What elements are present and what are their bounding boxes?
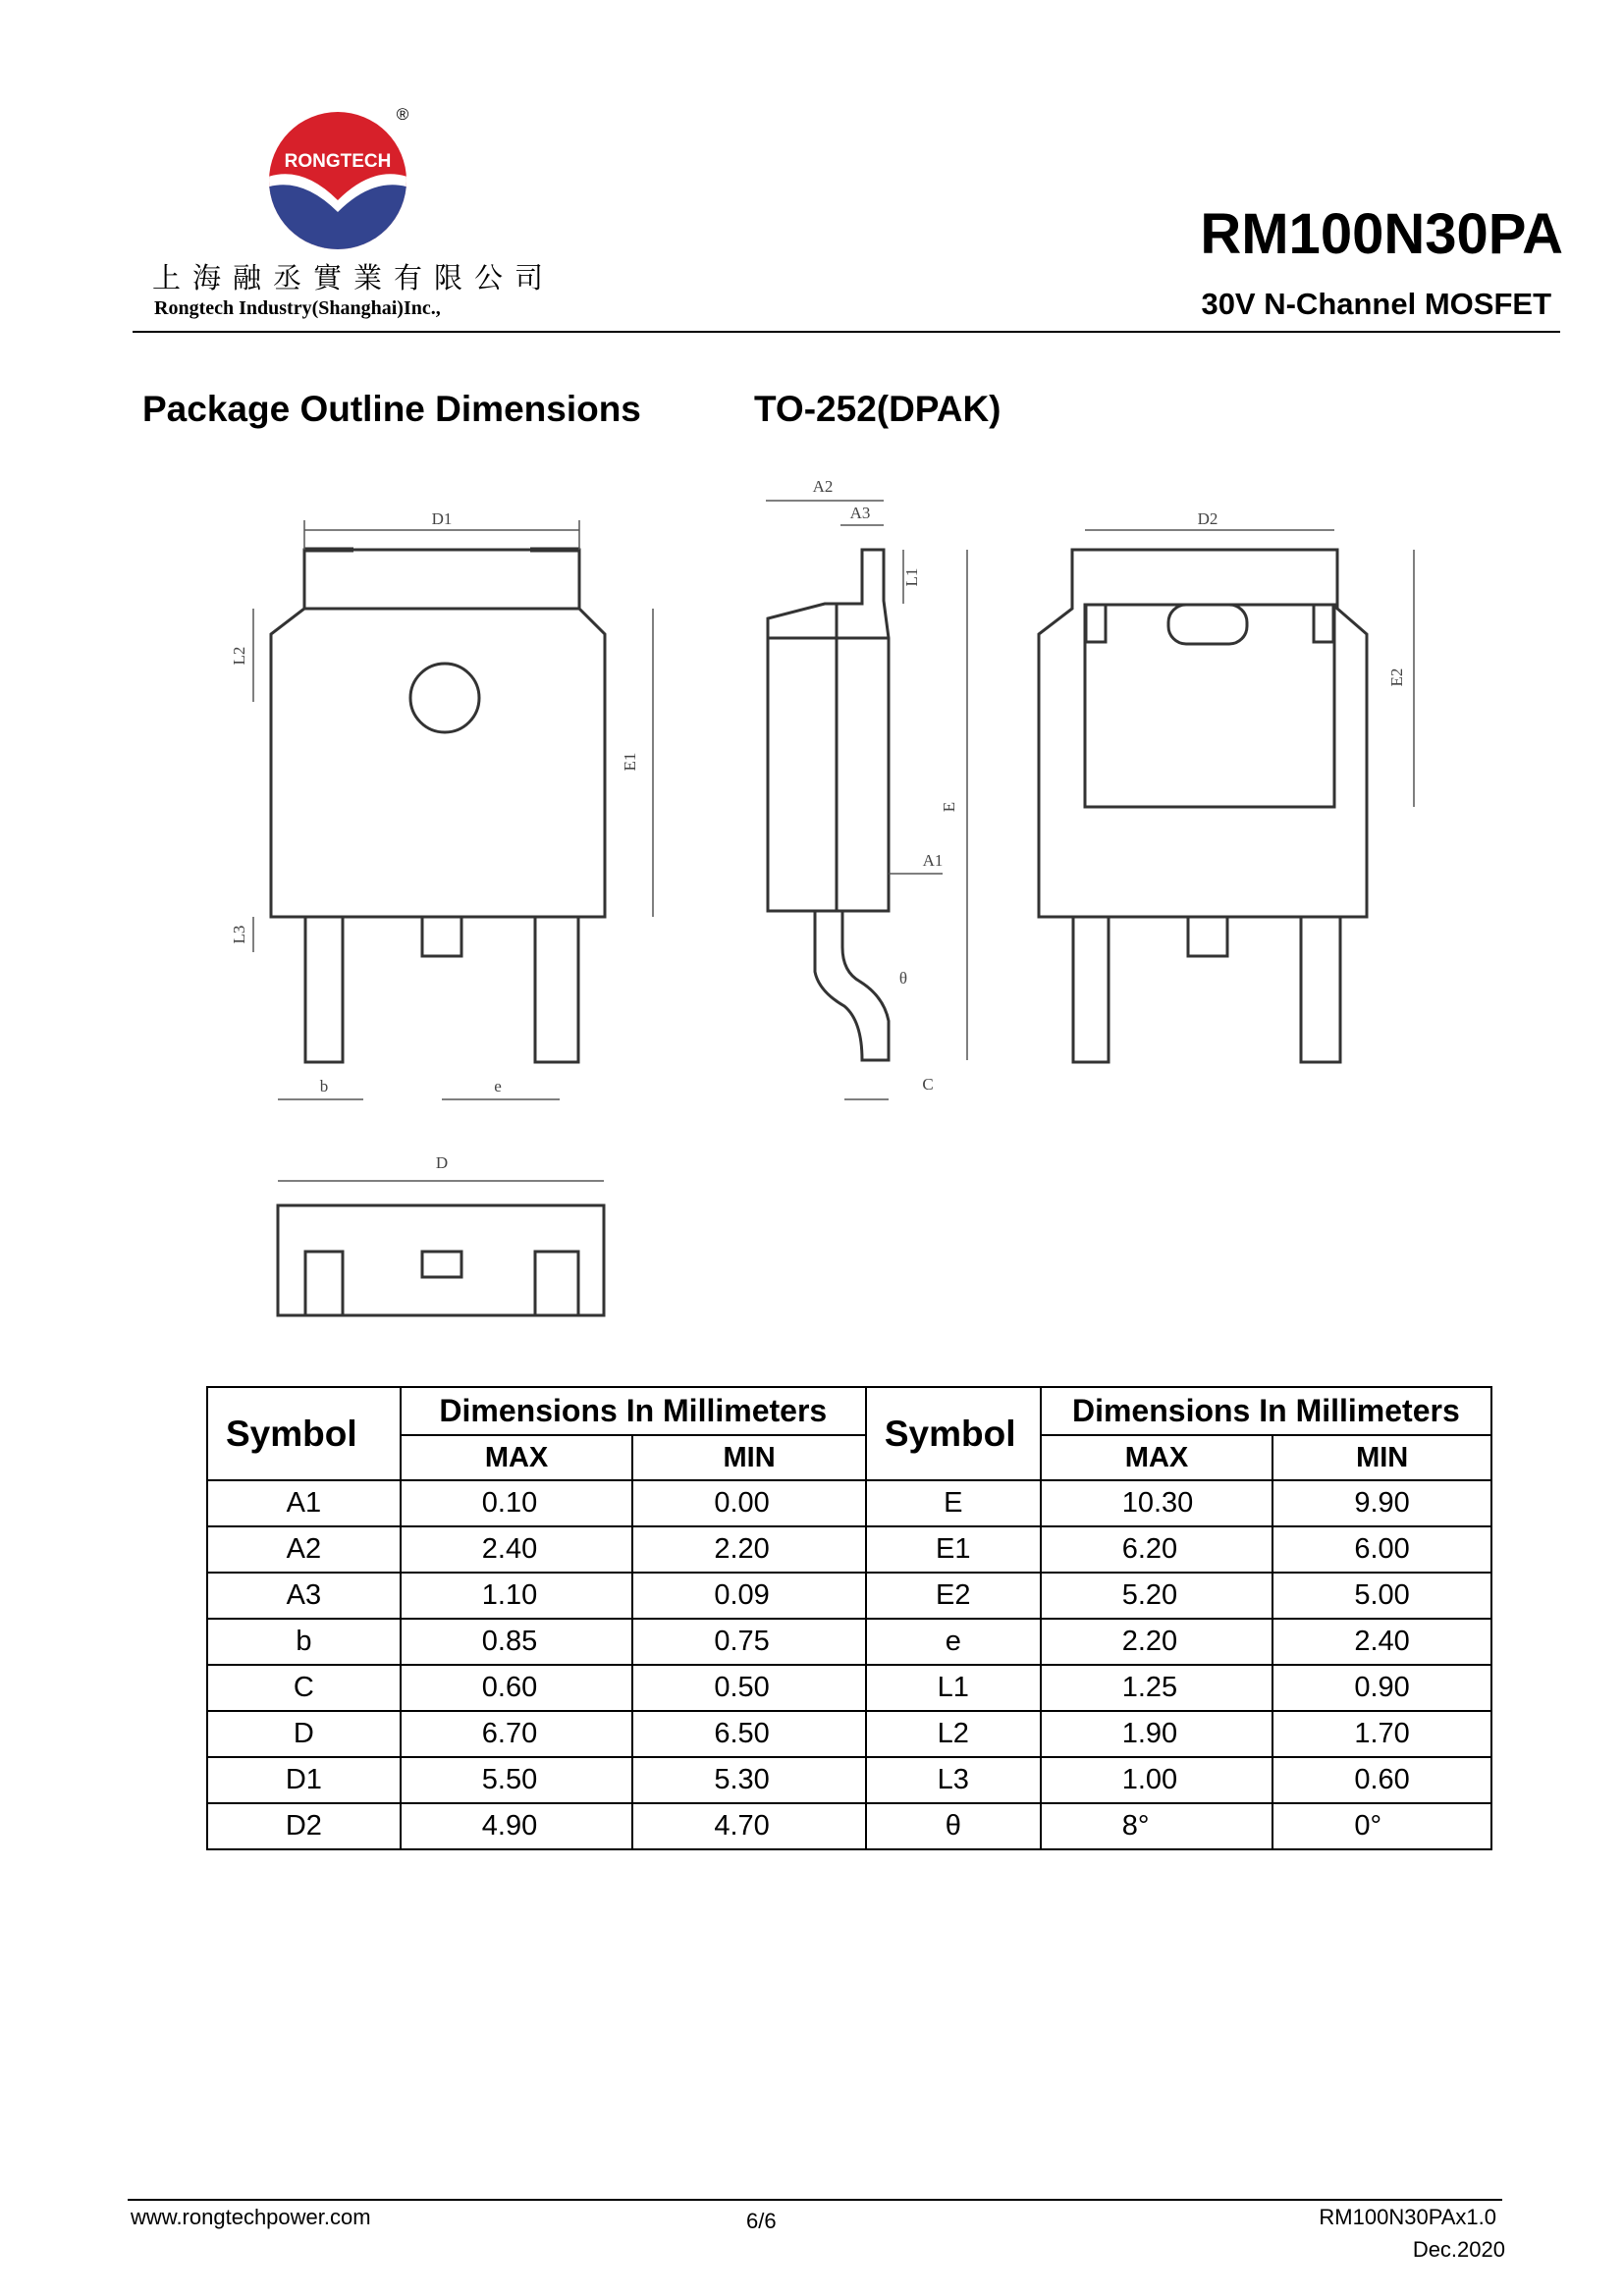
label-C: C	[922, 1075, 934, 1094]
dimensions-group-header: Dimensions In Millimeters	[1041, 1387, 1491, 1435]
document-date: Dec.2020	[1412, 2237, 1505, 2262]
symbol-cell: E2	[866, 1573, 1041, 1619]
table-row	[207, 1711, 1491, 1757]
label-theta: θ	[898, 969, 908, 988]
symbol-cell: D2	[207, 1803, 401, 1849]
section-title: Package Outline Dimensions	[142, 389, 641, 429]
company-name-english: Rongtech Industry(Shanghai)Inc.,	[154, 297, 441, 319]
label-A1: A1	[922, 851, 944, 870]
symbol-cell: L2	[866, 1711, 1041, 1757]
max-cell: 1.10	[401, 1573, 633, 1619]
min-cell: 0.60	[1272, 1757, 1491, 1803]
max-cell: 2.20	[1041, 1619, 1273, 1665]
min-cell: 5.30	[632, 1757, 866, 1803]
table-row	[207, 1480, 1491, 1526]
max-header: MAX	[1041, 1435, 1273, 1480]
symbol-cell: L1	[866, 1665, 1041, 1711]
symbol-header: Symbol	[866, 1387, 1041, 1480]
symbol-cell: E1	[866, 1526, 1041, 1573]
max-cell: 6.20	[1041, 1526, 1273, 1573]
symbol-cell: D	[207, 1711, 401, 1757]
max-cell: 0.10	[401, 1480, 633, 1526]
part-description: 30V N-Channel MOSFET	[1201, 287, 1551, 321]
min-cell: 9.90	[1272, 1480, 1491, 1526]
dimensions-table	[206, 1386, 1492, 1850]
symbol-cell: θ	[866, 1803, 1041, 1849]
label-E1: E1	[621, 752, 639, 772]
max-cell: 8°	[1041, 1803, 1273, 1849]
label-D: D	[435, 1153, 449, 1172]
symbol-cell: A3	[207, 1573, 401, 1619]
back-view	[1039, 550, 1367, 1062]
max-cell: 1.90	[1041, 1711, 1273, 1757]
symbol-cell: D1	[207, 1757, 401, 1803]
table-header-row	[207, 1387, 1491, 1435]
label-A3: A3	[849, 504, 871, 522]
document-revision: RM100N30PAx1.0	[1319, 2205, 1496, 2229]
label-E2: E2	[1387, 667, 1406, 687]
min-cell: 6.50	[632, 1711, 866, 1757]
min-cell: 6.00	[1272, 1526, 1491, 1573]
front-view	[271, 550, 605, 1062]
bottom-view	[278, 1205, 604, 1315]
table-row	[207, 1573, 1491, 1619]
side-view	[768, 550, 889, 1060]
label-A2: A2	[812, 477, 834, 496]
min-cell: 2.20	[632, 1526, 866, 1573]
package-name: TO-252(DPAK)	[754, 389, 1001, 429]
max-cell: 0.60	[401, 1665, 633, 1711]
page-number: 6/6	[746, 2209, 777, 2233]
symbol-cell: L3	[866, 1757, 1041, 1803]
max-header: MAX	[401, 1435, 633, 1480]
symbol-cell: A2	[207, 1526, 401, 1573]
min-cell: 0.90	[1272, 1665, 1491, 1711]
symbol-cell: E	[866, 1480, 1041, 1526]
company-name-chinese: 上海融丞實業有限公司	[152, 261, 556, 294]
max-cell: 10.30	[1041, 1480, 1273, 1526]
min-cell: 0.75	[632, 1619, 866, 1665]
part-number: RM100N30PA	[1200, 202, 1563, 266]
label-E: E	[940, 801, 958, 813]
label-b: b	[319, 1077, 329, 1095]
table-row	[207, 1803, 1491, 1849]
label-L1: L1	[902, 567, 921, 587]
min-cell: 1.70	[1272, 1711, 1491, 1757]
label-D1: D1	[431, 509, 453, 528]
max-cell: 1.25	[1041, 1665, 1273, 1711]
label-L2: L2	[230, 646, 248, 666]
max-cell: 4.90	[401, 1803, 633, 1849]
label-e: e	[494, 1077, 502, 1095]
symbol-cell: b	[207, 1619, 401, 1665]
registered-mark: ®	[396, 105, 409, 124]
footer-divider	[128, 2199, 1502, 2201]
min-cell: 0.50	[632, 1665, 866, 1711]
max-cell: 2.40	[401, 1526, 633, 1573]
table-row	[207, 1619, 1491, 1665]
symbol-cell: A1	[207, 1480, 401, 1526]
symbol-cell: C	[207, 1665, 401, 1711]
max-cell: 5.50	[401, 1757, 633, 1803]
max-cell: 0.85	[401, 1619, 633, 1665]
table-subheader-row	[207, 1435, 1491, 1480]
table-row	[207, 1757, 1491, 1803]
min-cell: 5.00	[1272, 1573, 1491, 1619]
logo-text: RONGTECH	[284, 151, 392, 172]
table-row	[207, 1665, 1491, 1711]
min-header: MIN	[632, 1435, 866, 1480]
label-L3: L3	[230, 925, 248, 944]
min-header: MIN	[1272, 1435, 1491, 1480]
max-cell: 6.70	[401, 1711, 633, 1757]
symbol-cell: e	[866, 1619, 1041, 1665]
min-cell: 0°	[1272, 1803, 1491, 1849]
min-cell: 2.40	[1272, 1619, 1491, 1665]
max-cell: 1.00	[1041, 1757, 1273, 1803]
dimensions-group-header: Dimensions In Millimeters	[401, 1387, 866, 1435]
min-cell: 4.70	[632, 1803, 866, 1849]
max-cell: 5.20	[1041, 1573, 1273, 1619]
symbol-header: Symbol	[207, 1387, 401, 1480]
table-row	[207, 1526, 1491, 1573]
min-cell: 0.00	[632, 1480, 866, 1526]
footer-website: www.rongtechpower.com	[131, 2205, 371, 2229]
label-D2: D2	[1197, 509, 1218, 528]
min-cell: 0.09	[632, 1573, 866, 1619]
